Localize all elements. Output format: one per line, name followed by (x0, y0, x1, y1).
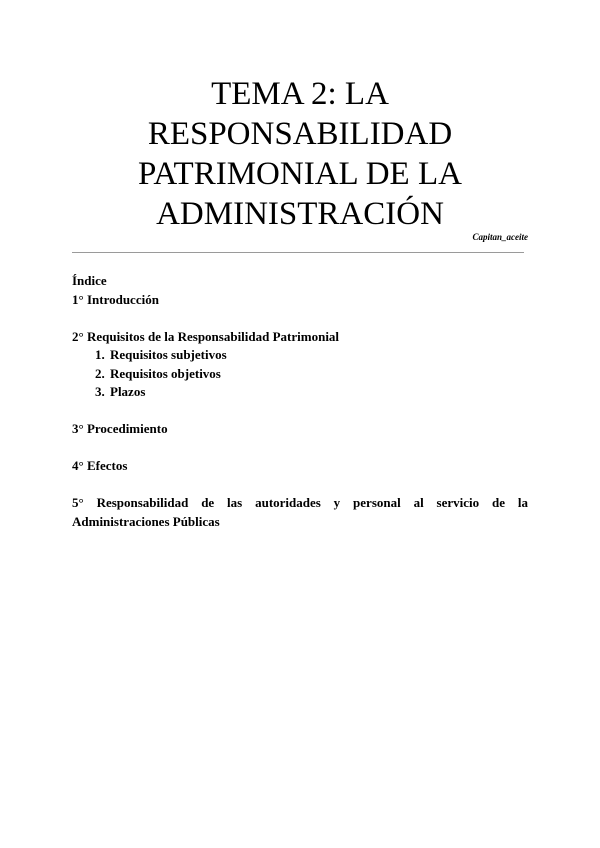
horizontal-divider (72, 252, 524, 253)
list-item: 3. Plazos (108, 383, 528, 402)
toc-section-4: 4° Efectos (72, 458, 128, 473)
title-line-1: TEMA 2: LA (211, 76, 389, 112)
spacer (72, 402, 528, 421)
toc-section-5 (72, 494, 528, 531)
toc-section-3: 3° Procedimiento (72, 421, 168, 436)
index-heading: Índice (72, 273, 107, 288)
toc-section-5-line-2: Administraciones Públicas (72, 513, 220, 529)
list-item: 2. Requisitos objetivos (108, 365, 528, 384)
table-of-contents (72, 272, 528, 531)
toc-section-5-line-1: 5° Responsabilidad de las autoridades y personal al servicio de la (72, 495, 528, 510)
title-line-4: ADMINISTRACIÓN (156, 196, 444, 232)
title-line-3: PATRIMONIAL DE LA (138, 156, 462, 192)
title-line-2: RESPONSABILIDAD (147, 116, 453, 152)
list-item: 1. Requisitos subjetivos (108, 346, 528, 365)
author-signature: Capitan_aceite (472, 232, 528, 242)
toc-section-1: 1° Introducción (72, 291, 159, 307)
spacer (72, 309, 528, 328)
spacer (72, 476, 528, 495)
spacer (72, 439, 528, 458)
document-title (0, 74, 600, 234)
toc-section-2-sublist (72, 346, 528, 402)
toc-section-2: 2° Requisitos de la Responsabilidad Patrimonial (72, 328, 340, 344)
